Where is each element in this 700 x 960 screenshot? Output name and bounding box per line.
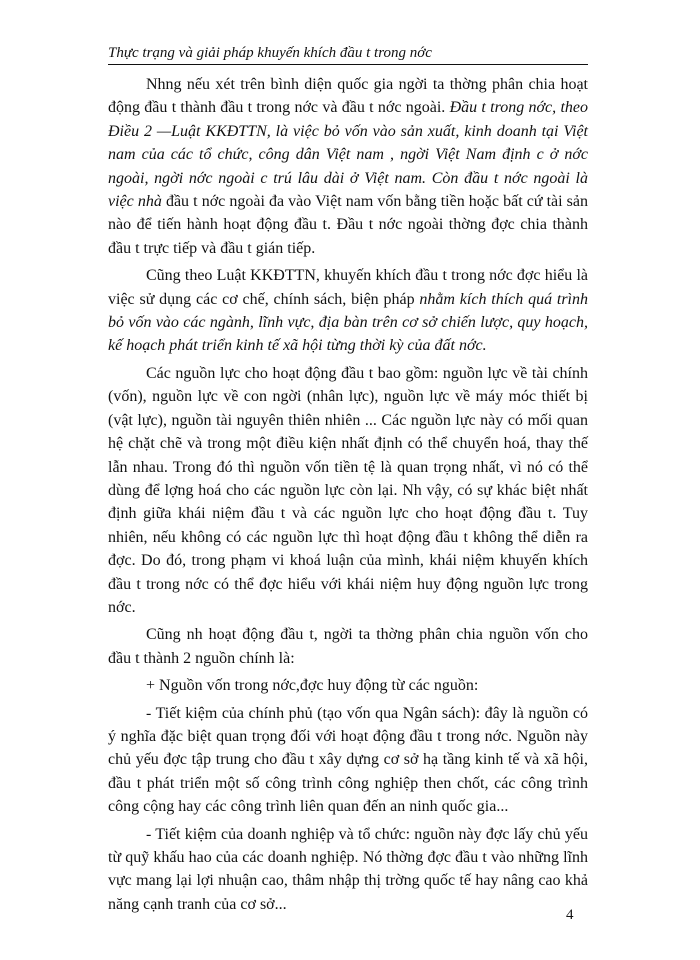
paragraph-text: đầu t nớc ngoài đa vào Việt nam vốn bằng tiền hoặc bất cứ tài sản nào để tiến hành hoạt động đầu t. Đầu t nớc ngoài thờng đợc chia thành đầu t trực tiếp và đầu t gián tiếp. [108, 193, 589, 257]
paragraph-italic-text: Đầu t trong nớc, theo Điều 2 —Luật KKĐTTN, là việc bỏ vốn vào sản xuất, kinh doanh tại Việt nam của các tổ chức, công dân Việt nam , ngời Việt Nam định c ở nớc ngoài, ngời nớc ngoài c trú lâu dài ở Việt nam. Còn đầu t nớc ngoài là việc nhà [108, 99, 589, 211]
paragraph-text: Cũng theo Luật KKĐTTN, khuyến khích đầu t trong nớc đợc hiểu là việc sử dụng các cơ chế, chính sách, biện pháp [108, 267, 588, 308]
paragraph-italic-text: nhằm kích thích quá trình bỏ vốn vào các ngành, lĩnh vực, địa bàn trên cơ sở chiến lược, quy hoạch, kế hoạch phát triển kinh tế xã hội từng thời kỳ của đất nớc. [108, 290, 589, 355]
paragraph-enterprise-savings: - Tiết kiệm của doanh nghiệp và tổ chức: nguồn này đợc lấy chủ yếu từ quỹ khấu hao của các doanh nghiệp. Nó thờng đợc đầu t vào những lĩnh vực mang lại lợi nhuận cao, thâm nhập thị trờng quốc tế hay nâng cao khả năng cạnh tranh của cơ sở... [108, 825, 588, 913]
paragraph-domestic-capital: + Nguồn vốn trong nớc,đợc huy động từ các nguồn: [146, 677, 479, 695]
header-rule [108, 64, 588, 65]
paragraph-government-savings: - Tiết kiệm của chính phủ (tạo vốn qua Ngân sách): đây là nguồn có ý nghĩa đặc biệt quan trọng đối với hoạt động đầu t trong nớc. Nguồn này chủ yếu đợc tập trung cho đầu t xây dựng cơ sở hạ tầng kinh tế và xã hội, đầu t phát triển một số công trình công nghiệp then chốt, các công trình công cộng hay các công trình liên quan đến an ninh quốc gia... [108, 704, 588, 816]
paragraph-incentive-definition [108, 264, 588, 358]
paragraph-text: Nhng nếu xét trên bình diện quốc gia ngời ta thờng phân chia hoạt động đầu t thành đầu t trong nớc và đầu t nớc ngoài. [108, 76, 588, 117]
paragraph-investment-classification [108, 73, 588, 260]
paragraph-resources: Các nguồn lực cho hoạt động đầu t bao gồm: nguồn lực về tài chính (vốn), nguồn lực về con ngời (nhân lực), nguồn lực về máy móc thiết bị (vật lực), nguồn tài nguyên thiên nhiên ... Các nguồn lực này có mối quan hệ chặt chẽ và trong một điều kiện nhất định có thể chuyển hoá, thay thế lẫn nhau. Trong đó thì nguồn vốn tiền tệ là quan trọng nhất, vì nó có thể dùng để lợng hoá cho các nguồn lực còn lại. Nh vậy, có sự khác biệt nhất định giữa khái niệm đầu t và các nguồn lực cho hoạt động đầu t. Tuy nhiên, nếu không có các nguồn lực thì hoạt động đầu t không thể diễn ra đợc. Do đó, trong phạm vi khoá luận của mình, khái niệm khuyến khích đầu t trong nớc có thể đợc hiểu với khái niệm huy động nguồn lực trong nớc. [108, 364, 588, 616]
page-number: 4 [566, 907, 574, 923]
body-text [108, 73, 588, 920]
running-header: Thực trạng và giải pháp khuyến khích đầu t trong nớc [108, 45, 432, 61]
paragraph-capital-sources: Cũng nh hoạt động đầu t, ngời ta thờng phân chia nguồn vốn cho đầu t thành 2 nguồn chính là: [108, 626, 588, 667]
